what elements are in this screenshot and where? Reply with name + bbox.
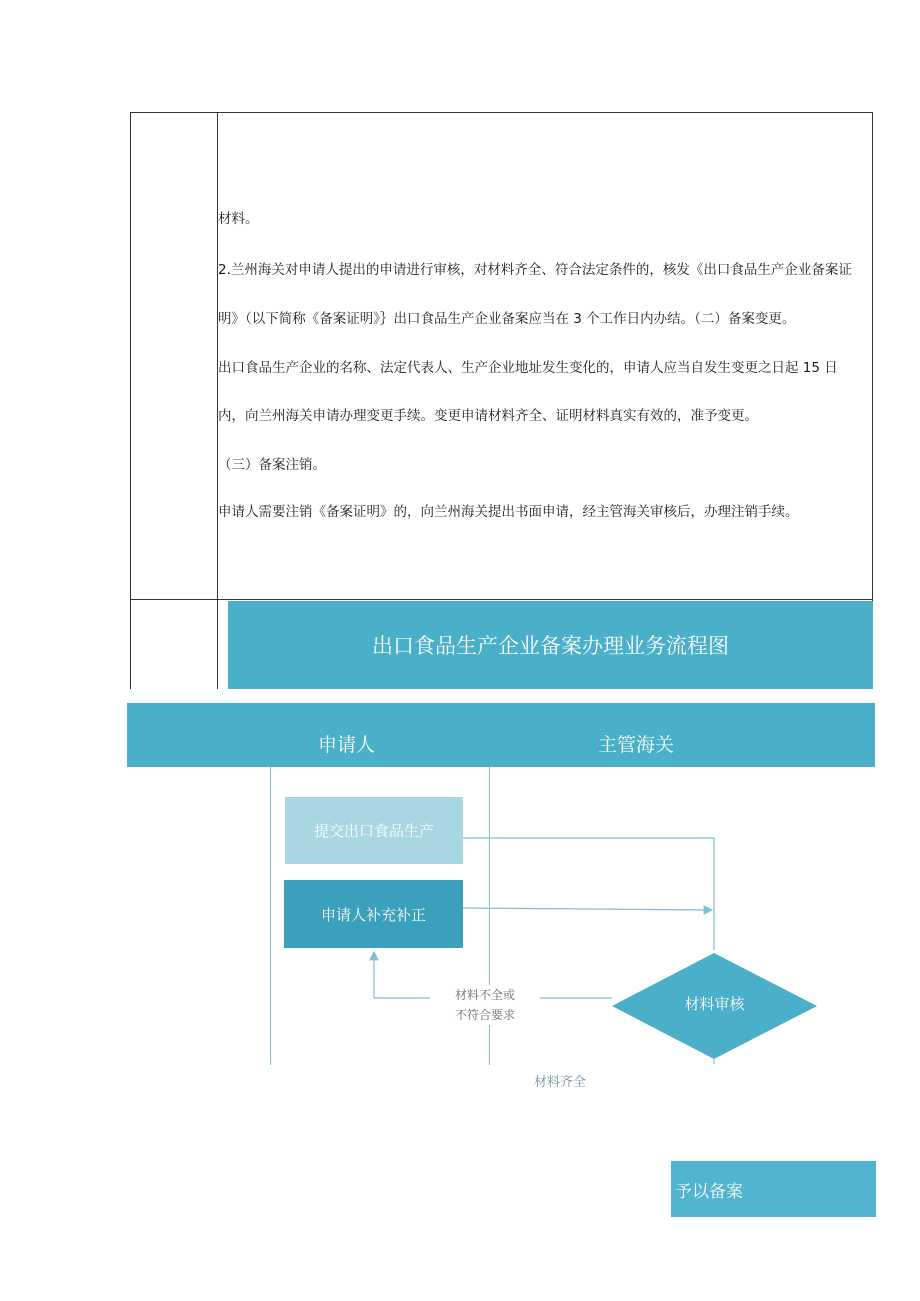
paragraph-materials: 材料。 bbox=[218, 211, 259, 227]
step-approve: 予以备案 bbox=[671, 1161, 876, 1217]
lane-label-customs: 主管海关 bbox=[598, 734, 675, 756]
lane-label-applicant: 申请人 bbox=[318, 734, 376, 756]
edge-label-incomplete-line1: 材料不全或 bbox=[454, 988, 515, 1002]
edge-label-complete: 材料齐全 bbox=[534, 1075, 587, 1090]
connector-submit-to-review bbox=[463, 838, 714, 950]
step-supplement: 申请人补充补正 bbox=[284, 880, 463, 948]
edge-label-incomplete bbox=[430, 985, 540, 1025]
paragraph-change-2: 内，向兰州海关申请办理变更手续。变更申请材料齐全、证明材料真实有效的，准予变更。 bbox=[218, 408, 758, 424]
edge-label-incomplete-line2: 不符合要求 bbox=[454, 1008, 515, 1022]
step-submit: 提交出口食品生产 bbox=[285, 797, 463, 864]
connector-supplement-to-review bbox=[463, 908, 712, 910]
paragraph-review-1: 2.兰州海关对申请人提出的申请进行审核，对材料齐全、符合法定条件的，核发《出口食品生产企业备案证 bbox=[218, 262, 852, 278]
paragraph-cancel-heading: （三）备案注销。 bbox=[218, 457, 326, 473]
decision-review-label: 材料审核 bbox=[684, 995, 745, 1013]
flowchart-title: 出口食品生产企业备案办理业务流程图 bbox=[228, 601, 873, 689]
paragraph-review-2: 明》（以下简称《备案证明》｝出口食品生产企业备案应当在 3 个工作日内办结。（二）备案变更。 bbox=[218, 311, 796, 327]
paragraph-cancel: 申请人需要注销《备案证明》的，向兰州海关提出书面申请，经主管海关审核后，办理注销手续。 bbox=[218, 504, 799, 520]
paragraph-change-1: 出口食品生产企业的名称、法定代表人、生产企业地址发生变化的，申请人应当自发生变更之日起 15 日 bbox=[218, 360, 838, 376]
